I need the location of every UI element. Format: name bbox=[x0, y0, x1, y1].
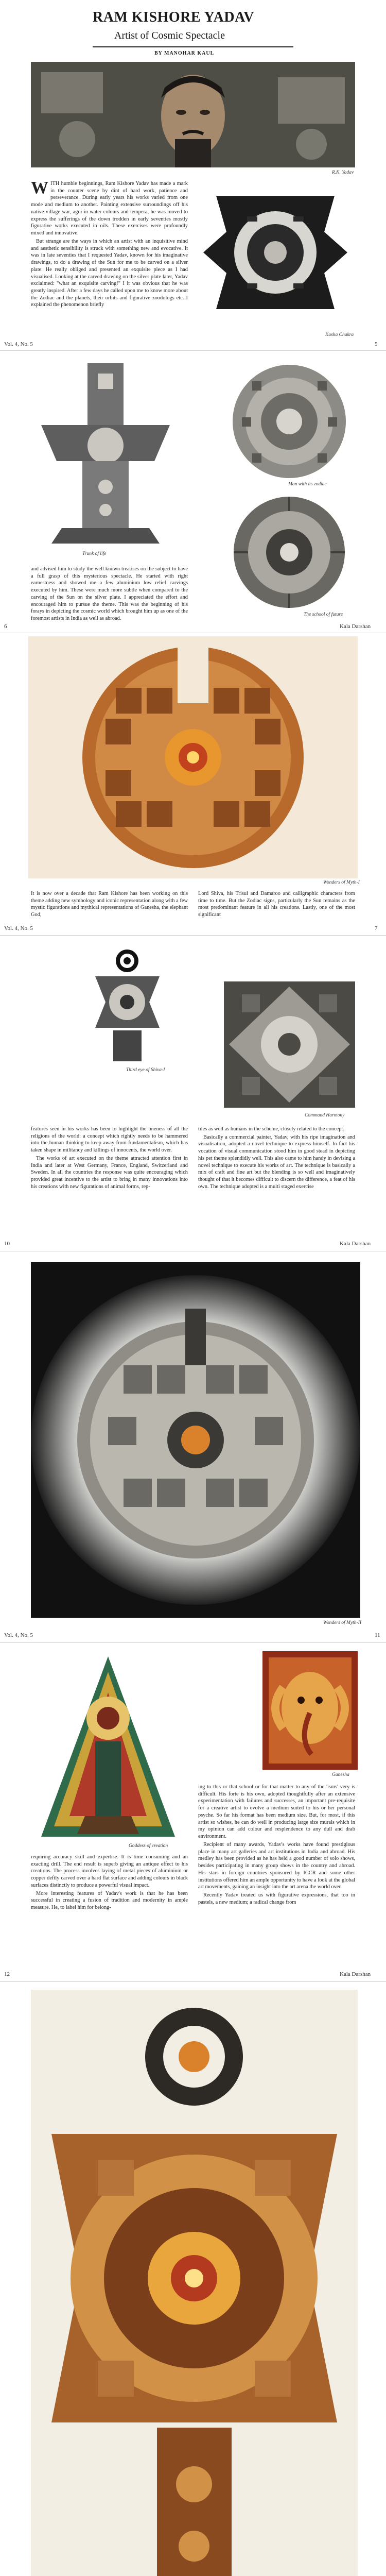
paragraph-8: tiles as well as humans in the scheme, closely related to the concept. bbox=[198, 1126, 344, 1132]
artwork-third-eye-1 bbox=[85, 945, 170, 1064]
paragraph-col-right bbox=[198, 1126, 355, 1239]
paragraph-5: Lord Shiva, his Trisul and Damaroo and calligraphic characters from time to time. But the Zodiac signs, particularly the Sun remains as the most predominant feature in all his creations. Lastly, one of the most significant bbox=[198, 891, 355, 918]
caption-tree: Trunk of life bbox=[82, 551, 107, 556]
artwork-wonders-myth-1 bbox=[28, 636, 358, 878]
artwork-trunk-of-life bbox=[31, 358, 180, 549]
caption-school: The school of future bbox=[304, 612, 343, 617]
article-subtitle: Artist of Cosmic Spectacle bbox=[114, 30, 225, 41]
paragraph-7: The works of art executed on the theme attracted attention first in India and later at West Germany, France, England, Switzerland and Sweden. In all the countries the response was quite encouraging which provided great incentive to the artist to bring in many innovations into his creations with new figurations of animal forms, rep- bbox=[31, 1155, 188, 1190]
folio-page-10: 10 bbox=[4, 1241, 10, 1247]
folio-vol: Vol. 4, No. 5 bbox=[4, 341, 33, 347]
paragraph-col-left-2 bbox=[31, 1854, 188, 1967]
folio-page-5: 5 bbox=[375, 341, 378, 347]
page-divider bbox=[0, 1642, 386, 1643]
page-divider bbox=[0, 935, 386, 936]
paragraph-col-right-2 bbox=[198, 1784, 355, 1969]
caption-third-eye-1: Third eye of Shiva-I bbox=[126, 1067, 165, 1073]
article-title: RAM KISHORE YADAV bbox=[93, 9, 254, 25]
portrait-photo bbox=[31, 62, 355, 167]
artwork-man-zodiac bbox=[221, 361, 358, 482]
artwork-ganesha bbox=[262, 1651, 358, 1770]
caption-kasha: Kasha Chakra bbox=[325, 332, 354, 337]
folio-vol: Vol. 4, No. 5 bbox=[4, 925, 33, 931]
page-divider bbox=[0, 1981, 386, 1982]
artwork-command-harmony bbox=[221, 979, 358, 1110]
artwork-wonders-myth-2 bbox=[31, 1262, 360, 1618]
paragraph-1: ITH humble beginnings, Ram Kishore Yadav has made a mark in the counter scene by dint of hard work, patience and perseverance. During early years his works varied from one mode and medium to another. Painting extensive surroundings off his native village war, agni in water colours and tempera, he was moved to express the sufferings of the down trodden in early seventies mostly figurative works executed in oils. These exercises were profoundly mixed and innovative. bbox=[31, 181, 188, 236]
paragraph-13: Recipient of many awards, Yadav's works have found prestigious place in many art galleries and art institutions in India and abroad. His medley has been provided as he has held a good number of solo shows, besides participating in many group shows in the country and abroad. His stars in foreign countries sponsored by ICCR and some other institutions offered him an ample opportunity to have a look at the global art movements, gaining an insight into the art arena the world over. bbox=[198, 1841, 355, 1890]
artwork-goddess-creation bbox=[36, 1651, 180, 1842]
folio-kala-1: Kala Darshan bbox=[340, 623, 371, 630]
paragraph-6: features seen in his works has been to highlight the oneness of all the religions of the world: a concept which rightly needs to be hammered into the human thinking to keep away from fundamentalism, which has taken shape in militancy and killings of innocents, the world over. bbox=[31, 1126, 188, 1154]
caption-harmony: Command Harmony bbox=[305, 1113, 345, 1118]
folio-kala-2: Kala Darshan bbox=[340, 1241, 371, 1247]
folio-vol: Vol. 4, No. 5 bbox=[4, 1632, 33, 1638]
folio-page-12: 12 bbox=[4, 1971, 10, 1977]
caption-man-zodiac: Man with its zodiac bbox=[288, 482, 327, 487]
paragraph-14: Recently Yadav treated us with figurative expressions, that too in pastels, a new medium; a radical change from bbox=[198, 1892, 355, 1905]
folio-page-6: 6 bbox=[4, 623, 7, 630]
paragraph-11: More interesting features of Yadav's work is that he has been successful in creating a fusion of tradition and modernity in ample measure. He, to label him for belong- bbox=[31, 1890, 188, 1911]
caption-wonders-2: Wonders of Myth-II bbox=[323, 1620, 362, 1625]
folio-kala-3: Kala Darshan bbox=[340, 1971, 371, 1977]
artwork-third-eye-2 bbox=[31, 1990, 358, 2576]
folio-page-7: 7 bbox=[375, 925, 378, 931]
caption-ganesha: Ganesha bbox=[332, 1772, 349, 1777]
title-rule bbox=[93, 46, 293, 47]
page-divider bbox=[0, 350, 386, 351]
artwork-school-future bbox=[221, 495, 358, 611]
paragraph-intro bbox=[31, 180, 188, 340]
artwork-kasha-chakra bbox=[196, 180, 355, 325]
folio-page-11: 11 bbox=[375, 1632, 380, 1638]
paragraph-12: ing to this or that school or for that matter to any of the 'isms' very is difficult. His forte is his own, adopted thoughtfully after an extensive experimentation with failures and successes, an important pre-requisite for a creative artist to evolve a medium suited to his or her personal psyche. So far his format has been medium size. But, for most, if this artist so wishes, he can do well in producing large size murals which in my opinion can add colour and resplendence to any dull and drab environment. bbox=[198, 1784, 355, 1840]
paragraph-2: But strange are the ways in which an artist with an inquisitive mind and aesthetic sensibility is struck with something new and evocative. It was in late seventies that I requested Yadav, known for his imaginative drawings, to do a drawing of the Sun for me to be carved on a silver plate. He really obliged and presented an exquisite piece as I had visualised. Looking at the carved drawing on the silver plate later, Yadav exclaimed: "what an exquisite carving!" I it was obvious that he was greatly inspired. After a few days he called upon me to know more about the Zodiac and the planets, their orbits and figurative zoodologs etc. I explained the phenomenon briefly bbox=[31, 238, 188, 308]
paragraph-9: Basically a commercial painter, Yadav, with his ripe imagination and visualisation, adopted a novel technique to express himself. In fact his vocation of visual communication stood him in good stead in depicting his pet theme splendidly well. This also came to him handy in devising a novel technique to execute his works of art. The technique is basically a mix of craft and fine art but the blending is so well and imaginatively thought of that it becomes difficult to discern the difference, a feat of his own. The technique adopted is a multi staged exercise bbox=[198, 1134, 355, 1190]
caption-portrait: R.K. Yadav bbox=[332, 170, 354, 175]
paragraph-3: and advised him to study the well known treatises on the subject to have a full grasp of this mysterious spectacle. He started with right earnestness and showed me a few aluminium low relief carvings executed by him. These were much more subtle when compared to the carving of the Sun on the silver plate. I appreciated the effort and encouraged him to pursue the theme. This was the beginning of his forays in depicting the cosmic world which brought him up as one of the foremost artists in India as well as abroad. bbox=[31, 566, 188, 622]
caption-wonders-1: Wonders of Myth-I bbox=[323, 880, 360, 885]
caption-goddess: Goddess of creation bbox=[129, 1843, 168, 1849]
paragraph-10: requiring accuracy skill and expertise. It is time consuming and an exacting drill. The end result is superb giving an antique effect to his creations. The process involves laying of metal pieces of aluminium or copper deftly carved over a hard flat surface and adding colours in black surfaces distinctly to produce a powerful visual impact. bbox=[31, 1854, 188, 1888]
paragraph-4: It is now over a decade that Ram Kishore has been working on this theme adding new symbology and iconic representation along with a few mystic figurations and mythical representations of Ganesha, the elephant God, bbox=[31, 891, 188, 918]
byline: BY MANOHAR KAUL bbox=[154, 50, 215, 56]
paragraph-col-left bbox=[31, 1126, 188, 1239]
drop-cap: W bbox=[31, 178, 48, 197]
